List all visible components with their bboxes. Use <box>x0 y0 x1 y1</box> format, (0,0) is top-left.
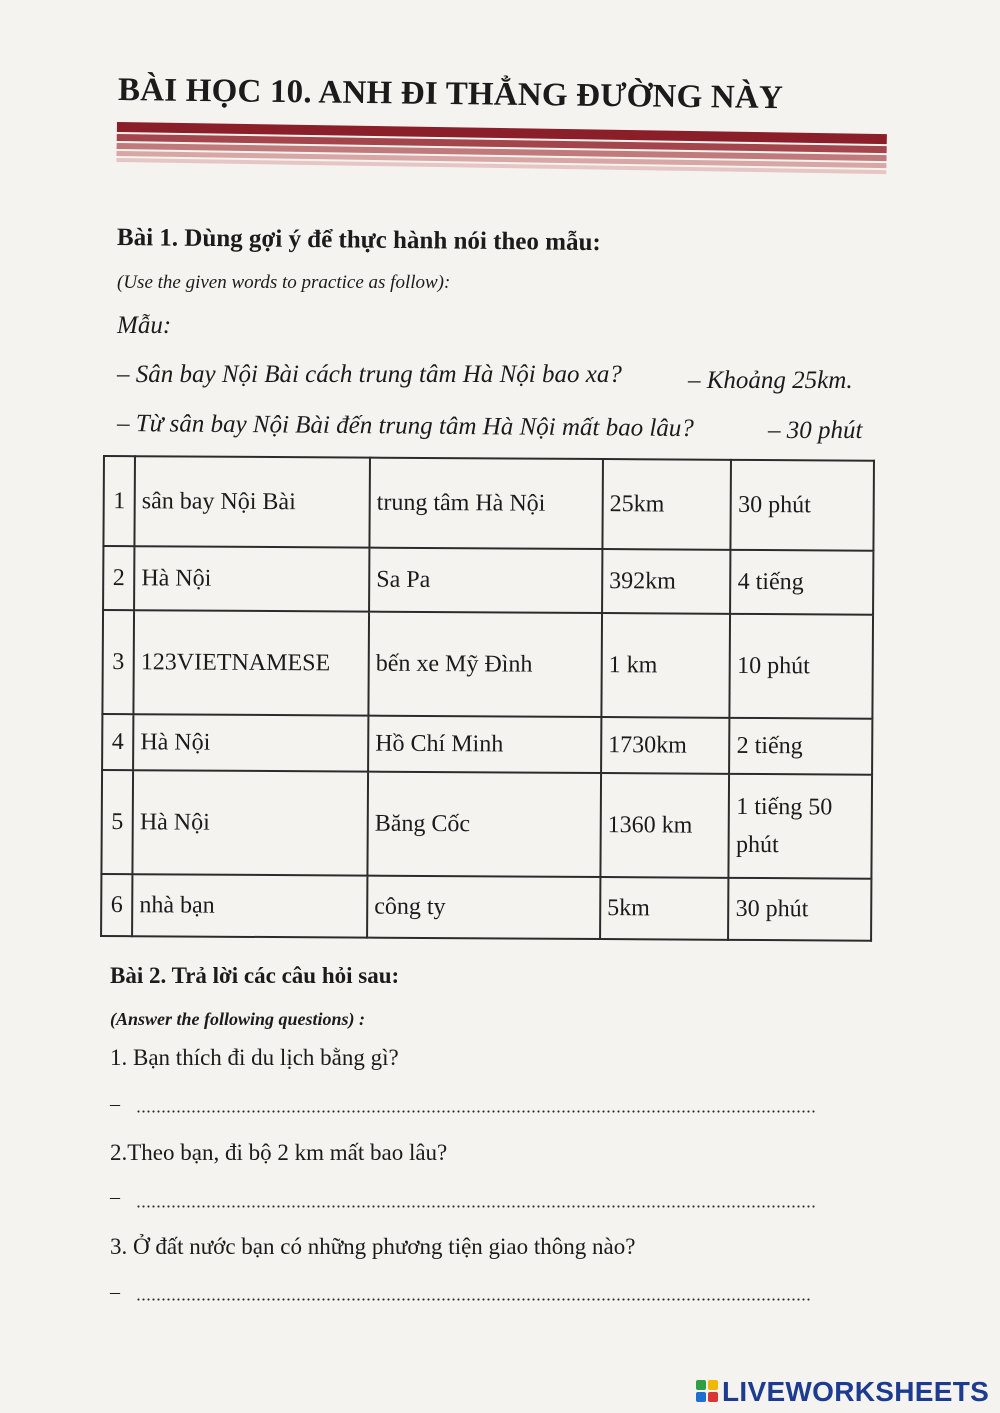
cell-row-number: 4 <box>102 714 133 770</box>
cell-origin: Hà Nội <box>133 770 369 875</box>
liveworksheets-logo-text: LIVEWORKSHEETS <box>722 1376 990 1407</box>
lesson-title: BÀI HỌC 10. ANH ĐI THẲNG ĐƯỜNG NÀY <box>117 72 784 117</box>
answer-3-dash: – <box>110 1281 120 1303</box>
cell-travel-time: 1 tiếng 50 phút <box>729 774 872 879</box>
cell-row-number: 6 <box>101 874 132 936</box>
cell-destination: công ty <box>367 876 600 939</box>
cell-row-number: 5 <box>101 770 133 874</box>
cell-origin: Hà Nội <box>134 546 369 611</box>
sample-label: Mẫu: <box>117 312 172 339</box>
cell-destination: Băng Cốc <box>367 772 601 877</box>
table-row <box>101 770 872 879</box>
cell-travel-time: 2 tiếng <box>729 718 872 775</box>
table-row <box>103 456 874 551</box>
cell-row-number: 2 <box>103 546 134 610</box>
cell-distance: 392km <box>602 549 731 614</box>
sample-question-1: – Sân bay Nội Bài cách trung tâm Hà Nội bao xa? <box>117 361 622 388</box>
cell-origin: Hà Nội <box>133 714 368 771</box>
cell-destination: Sa Pa <box>369 548 602 613</box>
answer-3-line[interactable] <box>136 1298 812 1301</box>
cell-travel-time: 30 phút <box>731 460 874 551</box>
cell-origin: sân bay Nội Bài <box>135 456 370 547</box>
title-decoration-stripes <box>116 122 887 182</box>
cell-distance: 1360 km <box>600 773 729 878</box>
cell-origin: nhà bạn <box>132 874 367 937</box>
table-row <box>102 610 873 719</box>
question-2: 2.Theo bạn, đi bộ 2 km mất bao lâu? <box>110 1140 448 1165</box>
cell-origin: 123VIETNAMESE <box>134 610 370 715</box>
cell-travel-time: 30 phút <box>728 878 871 941</box>
practice-table <box>100 455 875 942</box>
cell-distance: 1 km <box>601 613 730 718</box>
table-row <box>103 546 873 615</box>
cell-distance: 1730km <box>601 717 730 774</box>
liveworksheets-logo[interactable] <box>696 1376 989 1408</box>
answer-2-dash: – <box>110 1186 120 1208</box>
exercise-2-subtitle: (Answer the following questions) : <box>110 1009 366 1029</box>
question-1: 1. Bạn thích đi du lịch bằng gì? <box>110 1045 399 1070</box>
sample-answer-2: – 30 phút <box>768 417 863 444</box>
cell-travel-time: 4 tiếng <box>730 550 873 615</box>
answer-1-dash: – <box>110 1093 120 1115</box>
exercise-1-heading: Bài 1. Dùng gợi ý để thực hành nói theo mẫu: <box>116 224 601 257</box>
answer-2-line[interactable] <box>136 1205 816 1208</box>
table-row <box>101 874 871 941</box>
cell-row-number: 1 <box>103 456 135 546</box>
liveworksheets-logo-icon <box>696 1380 720 1404</box>
exercise-2-heading: Bài 2. Trả lời các câu hỏi sau: <box>110 963 400 988</box>
sample-answer-1: – Khoảng 25km. <box>688 367 853 394</box>
table-row <box>102 714 872 775</box>
cell-distance: 25km <box>602 459 731 550</box>
question-3: 3. Ở đất nước bạn có những phương tiện giao thông nào? <box>110 1234 636 1259</box>
cell-destination: bến xe Mỹ Đình <box>368 612 602 717</box>
answer-1-line[interactable] <box>136 1110 816 1113</box>
cell-destination: Hồ Chí Minh <box>368 716 601 773</box>
cell-row-number: 3 <box>102 610 134 714</box>
cell-travel-time: 10 phút <box>730 614 873 719</box>
cell-destination: trung tâm Hà Nội <box>369 458 602 549</box>
sample-question-2: – Từ sân bay Nội Bài đến trung tâm Hà Nội mất bao lâu? <box>116 410 694 443</box>
cell-distance: 5km <box>600 877 729 940</box>
exercise-1-subtitle: (Use the given words to practice as follow): <box>117 272 451 293</box>
